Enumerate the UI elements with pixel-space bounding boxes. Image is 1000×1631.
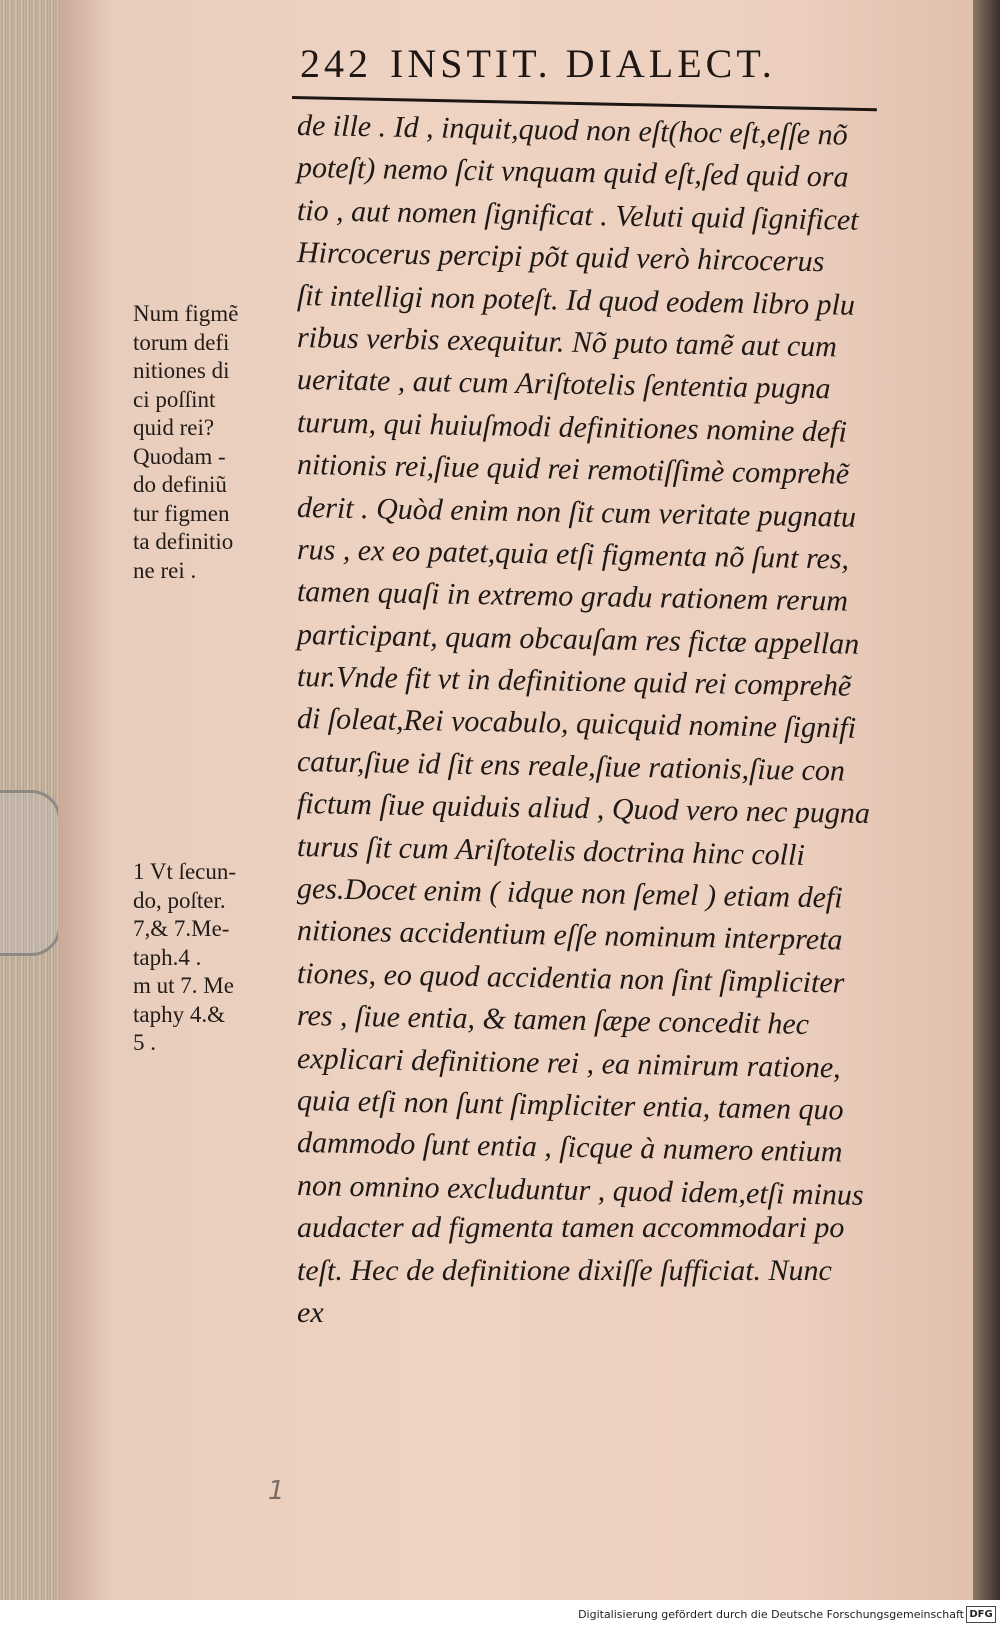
text-line: di ſoleat,Rei vocabulo, quicquid nomine ſignifi xyxy=(296,702,857,746)
dfg-logo: DFG xyxy=(966,1606,996,1623)
text-line: participant, quam obcauſam res fictæ appellan xyxy=(296,617,860,661)
text-line: ges.Docet enim ( idque non ſemel ) etiam defi xyxy=(296,872,843,915)
text-line: quia etſi non ſunt ſimpliciter entia, tamen quo xyxy=(296,1083,844,1127)
margin-note-line: do definiũ xyxy=(133,472,227,497)
page-number: 242 xyxy=(300,41,372,86)
margin-note-references xyxy=(133,858,293,1058)
text-line: ueritate , aut cum Ariſtotelis ſententia pugna xyxy=(296,363,831,406)
margin-note-line: ta definitio xyxy=(133,529,234,554)
text-line: res , ſiue entia, & tamen ſæpe concedit hec xyxy=(296,999,810,1042)
text-line: derit . Quòd enim non ſit cum veritate pugnatu xyxy=(296,490,857,534)
margin-note-line: ne rei . xyxy=(133,557,197,583)
text-line: de ille . Id , inquit,quod non eſt(hoc eſt,eſſe nõ xyxy=(296,109,848,152)
text-line: poteſt) nemo ſcit vnquam quid eſt,ſed quid ora xyxy=(296,151,849,195)
text-line: tur.Vnde fit vt in definitione quid rei comprehẽ xyxy=(296,660,852,703)
text-line: Hircocerus percipi põt quid verò hircocerus xyxy=(296,236,825,279)
margin-note-line: m ut 7. Me xyxy=(133,973,234,998)
text-line: tiones, eo quod accidentia non ſint ſimpliciter xyxy=(296,956,845,1000)
margin-note-line: nitiones di xyxy=(133,358,230,383)
text-line: ribus verbis exequitur. Nõ puto tamẽ aut cum xyxy=(296,320,838,364)
margin-note-line: torum defi xyxy=(133,329,230,355)
digitization-footer xyxy=(0,1600,1000,1631)
body-text xyxy=(297,105,977,1334)
running-title: INSTIT. DIALECT. xyxy=(390,41,776,86)
text-line: tamen quaſi in extremo gradu rationem rerum xyxy=(296,575,849,618)
text-line: nitionis rei,ſiue quid rei remotiſſimè comprehẽ xyxy=(296,448,850,491)
margin-note-figments xyxy=(133,300,293,585)
margin-note-line: tur figmen xyxy=(133,500,230,526)
text-line: rus , ex eo patet,quia etſi figmenta nõ ſunt res, xyxy=(296,532,850,576)
page-header xyxy=(300,40,860,100)
margin-note-line: ci poſſint xyxy=(133,386,216,412)
text-line: teſt. Hec de definitione dixiſſe ſufficiat. Nunc xyxy=(297,1253,832,1287)
margin-note-line: 5 . xyxy=(133,1030,156,1055)
text-line: turus ſit cum Ariſtotelis doctrina hinc colli xyxy=(296,829,805,872)
page-clip xyxy=(0,790,61,956)
pencil-mark: 1 xyxy=(268,1476,285,1506)
text-line: catur,ſiue id ſit ens reale,ſiue rationis,ſiue con xyxy=(296,744,846,788)
text-line: turum, qui huiuſmodi definitiones nomine defi xyxy=(296,405,848,449)
margin-note-line: taph.4 . xyxy=(133,944,202,970)
margin-note-line: quid rei? xyxy=(133,415,215,440)
margin-note-line: Quodam - xyxy=(133,443,226,469)
text-line: nitiones accidentium eſſe nominum interpreta xyxy=(296,914,843,957)
text-line: audacter ad figmenta tamen accommodari po xyxy=(297,1211,845,1245)
text-line: dammodo ſunt entia , ſicque à numero entium xyxy=(296,1126,843,1169)
funding-credit: Digitalisierung gefördert durch die Deutsche Forschungsgemeinschaft xyxy=(578,1608,964,1621)
margin-note-line: 1 Vt ſecun- xyxy=(133,859,237,884)
text-line: ſit intelligi non poteſt. Id quod eodem libro plu xyxy=(296,278,856,322)
text-line: tio , aut nomen ſignificat . Veluti quid ſignificet xyxy=(296,193,859,237)
margin-note-line: Num figmẽ xyxy=(133,301,239,326)
text-line: non omnino excluduntur , quod idem,etſi minus xyxy=(296,1168,864,1212)
text-line: ex xyxy=(297,1295,324,1329)
text-line: explicari definitione rei , ea nimirum ratione, xyxy=(296,1041,842,1085)
text-line: fictum ſiue quiduis aliud , Quod vero nec pugna xyxy=(296,787,871,831)
margin-note-line: do, poſter. xyxy=(133,887,226,913)
margin-note-line: 7,& 7.Me- xyxy=(133,916,230,941)
margin-note-line: taphy 4.& xyxy=(133,1001,225,1027)
